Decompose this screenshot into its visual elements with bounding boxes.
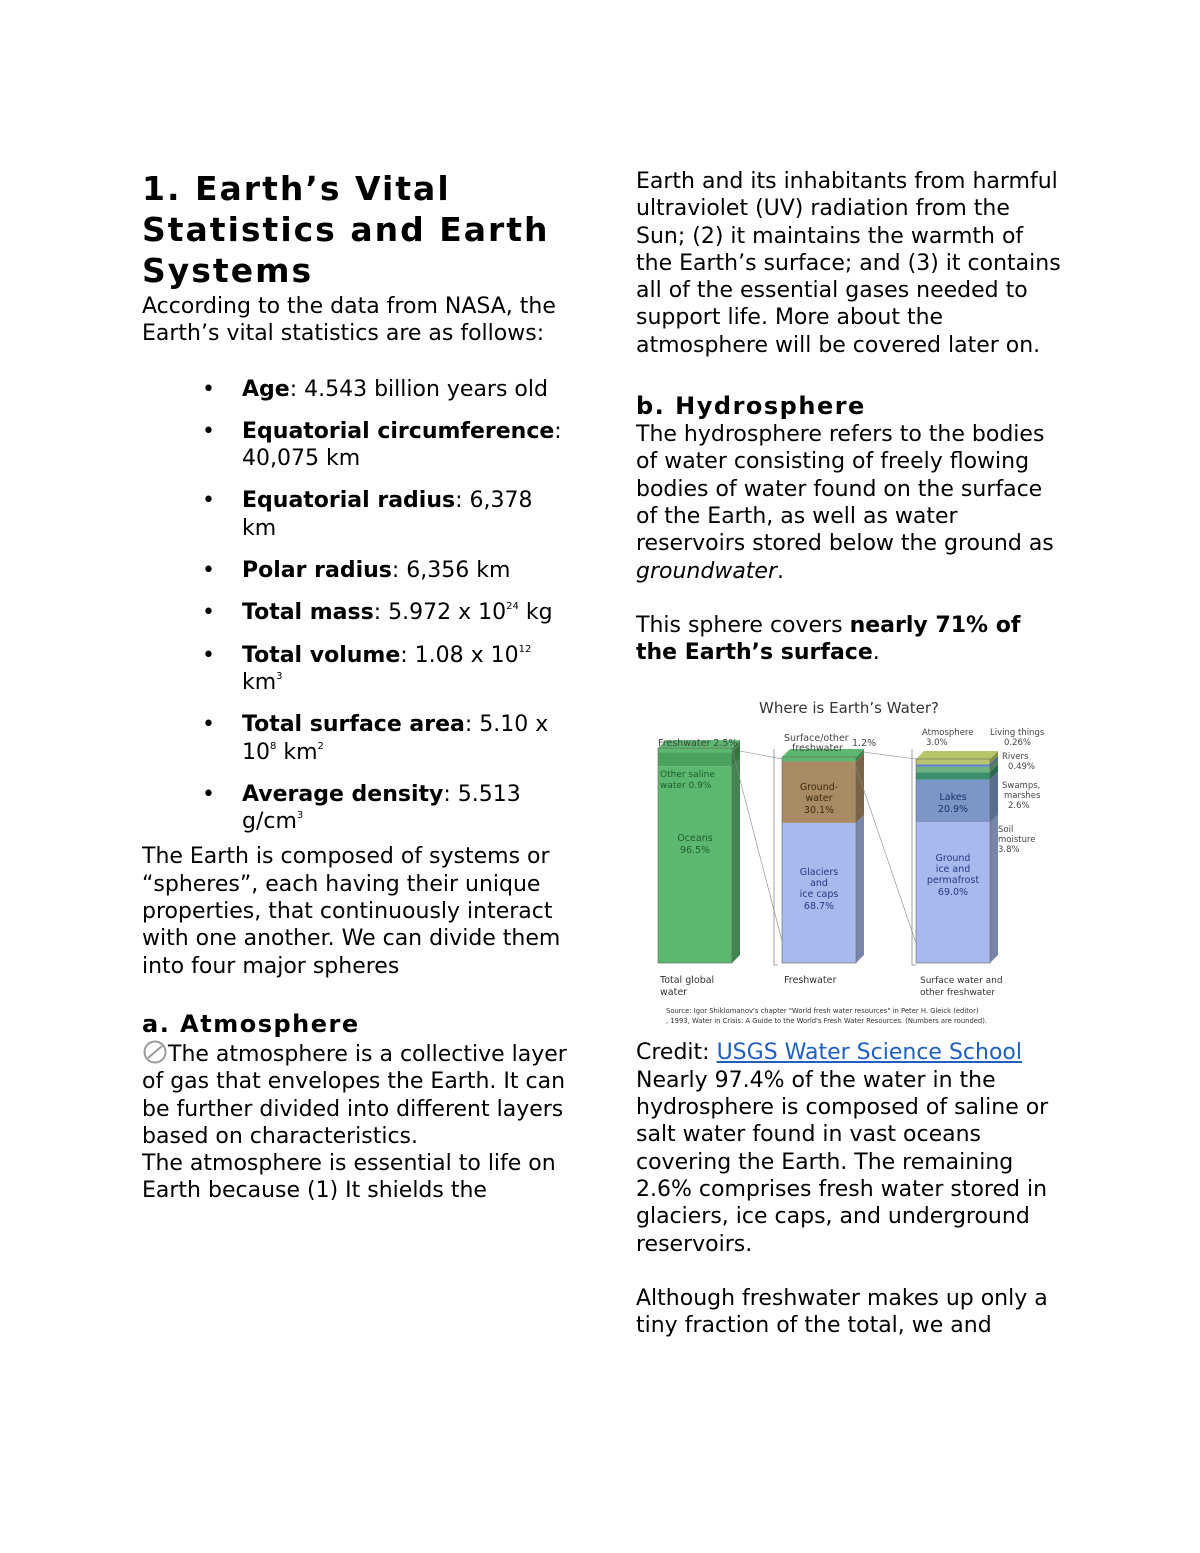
atmosphere-paragraph: The atmosphere is a collective layer of gas that envelopes the Earth. It can be further divided into different layers based on characteristics. <box>142 1039 572 1150</box>
axis-label-water: water <box>660 987 688 999</box>
bar-segment <box>916 765 990 767</box>
systems-paragraph: The Earth is composed of systems or “spheres”, each having their unique properties, that continuously interact with one another. We can divide them into four major spheres <box>142 844 561 979</box>
bar-label-freshwater: Freshwater 2.5% <box>658 738 738 750</box>
bar-label-groundice: Ground <box>935 853 971 865</box>
list-item: • Total surface area: 5.10 x $10^8$ $km^2$ <box>202 712 549 765</box>
bar-value-lakes: 20.9% <box>937 804 969 816</box>
bar-segment-side <box>856 815 864 963</box>
coverage-paragraph: This sphere covers nearly 71% of the Earth’s surface. <box>636 612 1021 666</box>
bar-value-groundice: 69.0% <box>937 887 969 899</box>
annotation-soil2: moisture <box>998 835 1036 846</box>
bar-value-saline: water 0.9% <box>660 781 712 792</box>
axis-label-surface2: other freshwater <box>920 988 996 999</box>
bar-value-groundwater: 30.1% <box>803 805 835 817</box>
bar-segment-side <box>990 772 998 823</box>
list-item: • Polar radius: 6,356 km <box>202 558 511 584</box>
bar-label-saline: Other saline <box>660 770 715 781</box>
atmosphere-essential-paragraph: The atmosphere is essential to life on Earth because (1) It shields the <box>142 1151 556 1204</box>
bar-label-glaciers3: ice caps <box>799 889 839 901</box>
annotation-rivers-value: 0.49% <box>1008 762 1036 773</box>
bullet-icon: • <box>202 376 215 402</box>
bar-segment-side <box>732 759 740 964</box>
bullet-icon: • <box>202 418 215 444</box>
chart-title: Where is Earth’s Water? <box>758 699 940 718</box>
axis-label-surface: Surface water and <box>920 976 1003 987</box>
page-title: 1. Earth’s Vital Statistics and Earth Systems <box>142 169 550 290</box>
water-distribution-chart <box>654 693 1044 1033</box>
bar-label-surface: Surface/other <box>784 733 849 745</box>
annotation-swamps: Swamps, <box>1002 781 1041 792</box>
annotation-rivers: Rivers <box>1002 752 1029 763</box>
bar-value-surface: 1.2% <box>852 738 877 750</box>
list-item: • Total volume: 1.08 x $10^{12}$ $km^3$ <box>202 642 532 695</box>
bracket-line <box>774 749 778 965</box>
credit-line: Credit: USGS Water Science School <box>636 1040 1022 1066</box>
bar-label-glaciers: Glaciers <box>799 867 839 879</box>
bar-segment <box>658 767 732 964</box>
bar-segment-side <box>990 815 998 964</box>
bar-label-lakes: Lakes <box>939 792 967 804</box>
bar-segment <box>916 767 990 772</box>
intro-paragraph: According to the data from NASA, the Earth’s vital statistics are as follows: <box>142 294 556 347</box>
connector-line <box>856 751 916 759</box>
list-item: • Average density: 5.513 $g/cm^3$ <box>202 781 521 835</box>
atmosphere-continued-paragraph: Earth and its inhabitants from harmful ultraviolet (UV) radiation from the Sun; (2) it maintains the warmth of the Earth’s surface; and (3) it contains all of the essential gases needed to support life. More about the atmosphere will be covered later on. <box>636 169 1061 358</box>
chart-source-line2: , 1993, Water in Crisis: A Guide to the World's Fresh Water Resources. (Numbers are rounded). <box>666 1017 988 1026</box>
bar-label-glaciers2: and <box>810 878 828 890</box>
bar-segment <box>782 757 856 761</box>
annotation-living-things: Living things <box>990 728 1044 739</box>
bar-label-groundwater2: water <box>805 793 833 805</box>
comment-icon[interactable] <box>142 1039 168 1065</box>
atmosphere-heading: a. Atmosphere <box>142 1009 360 1038</box>
bar-label-surface2: freshwater <box>792 743 843 755</box>
annotation-swamps-value: 2.6% <box>1008 801 1030 812</box>
bar-value-oceans: 96.5% <box>679 845 711 857</box>
bar-segment <box>916 773 990 780</box>
bullet-icon: • <box>202 642 215 668</box>
bullet-icon: • <box>202 781 215 807</box>
list-item: • Equatorial circumference: 40,075 km <box>202 418 562 472</box>
axis-label-freshwater: Freshwater <box>784 975 837 987</box>
list-item: • Age: 4.543 billion years old <box>202 376 548 402</box>
bar-segment-side <box>856 754 864 823</box>
right-column <box>636 168 1066 1339</box>
bar-label-groundice3: permafrost <box>926 875 980 887</box>
connector-line <box>856 767 916 943</box>
bar-segment-top <box>916 751 998 759</box>
bullet-icon: • <box>202 558 215 584</box>
bar-label-groundwater: Ground- <box>799 782 839 794</box>
connector-line <box>740 751 782 759</box>
annotation-atmosphere: Atmosphere <box>922 728 974 739</box>
annotation-marshes: marshes <box>1004 791 1041 802</box>
chart-source-line1: Source: Igor Shiklomanov's chapter "World fresh water resources" in Peter H. Gleick (editor) <box>666 1007 979 1016</box>
annotation-soil-value: 3.8% <box>998 845 1020 856</box>
annotation-atmosphere-value: 3.0% <box>926 738 948 749</box>
hydrosphere-paragraph: The hydrosphere refers to the bodies of water consisting of freely flowing bodies of water found on the surface of the Earth, as well as water reservoirs stored below the ground as groundwater. <box>636 422 1054 584</box>
axis-label-total-global: Total global <box>660 975 715 987</box>
usgs-link[interactable]: USGS Water Science School <box>716 1040 1022 1066</box>
annotation-soil: Soil <box>998 825 1014 836</box>
hydrosphere-heading: b. Hydrosphere <box>636 392 866 421</box>
bar-value-glaciers: 68.7% <box>803 901 835 913</box>
bullet-icon: • <box>202 488 215 514</box>
bar-segment <box>916 759 990 764</box>
bar-segment <box>658 753 732 767</box>
saline-paragraph: Nearly 97.4% of the water in the hydrosphere is composed of saline or salt water found in vast oceans covering the Earth. The remaining 2.6% comprises fresh water stored in glaciers, ice caps, and underground reservoirs. <box>636 1067 1049 1257</box>
freshwater-paragraph: Although freshwater makes up only a tiny fraction of the total, we and <box>636 1285 1048 1339</box>
bullet-icon: • <box>202 712 215 738</box>
annotation-living-value: 0.26% <box>1004 738 1032 749</box>
vital-stats-list <box>142 376 572 836</box>
bullet-icon: • <box>202 600 215 626</box>
left-column <box>142 168 572 1205</box>
bar-label-groundice2: ice and <box>935 864 971 876</box>
bar-label-oceans: Oceans <box>677 833 713 845</box>
list-item: • Equatorial radius: 6,378 km <box>202 488 533 541</box>
list-item: • Total mass: 5.972 x $10^{24}$ kg <box>202 600 553 626</box>
